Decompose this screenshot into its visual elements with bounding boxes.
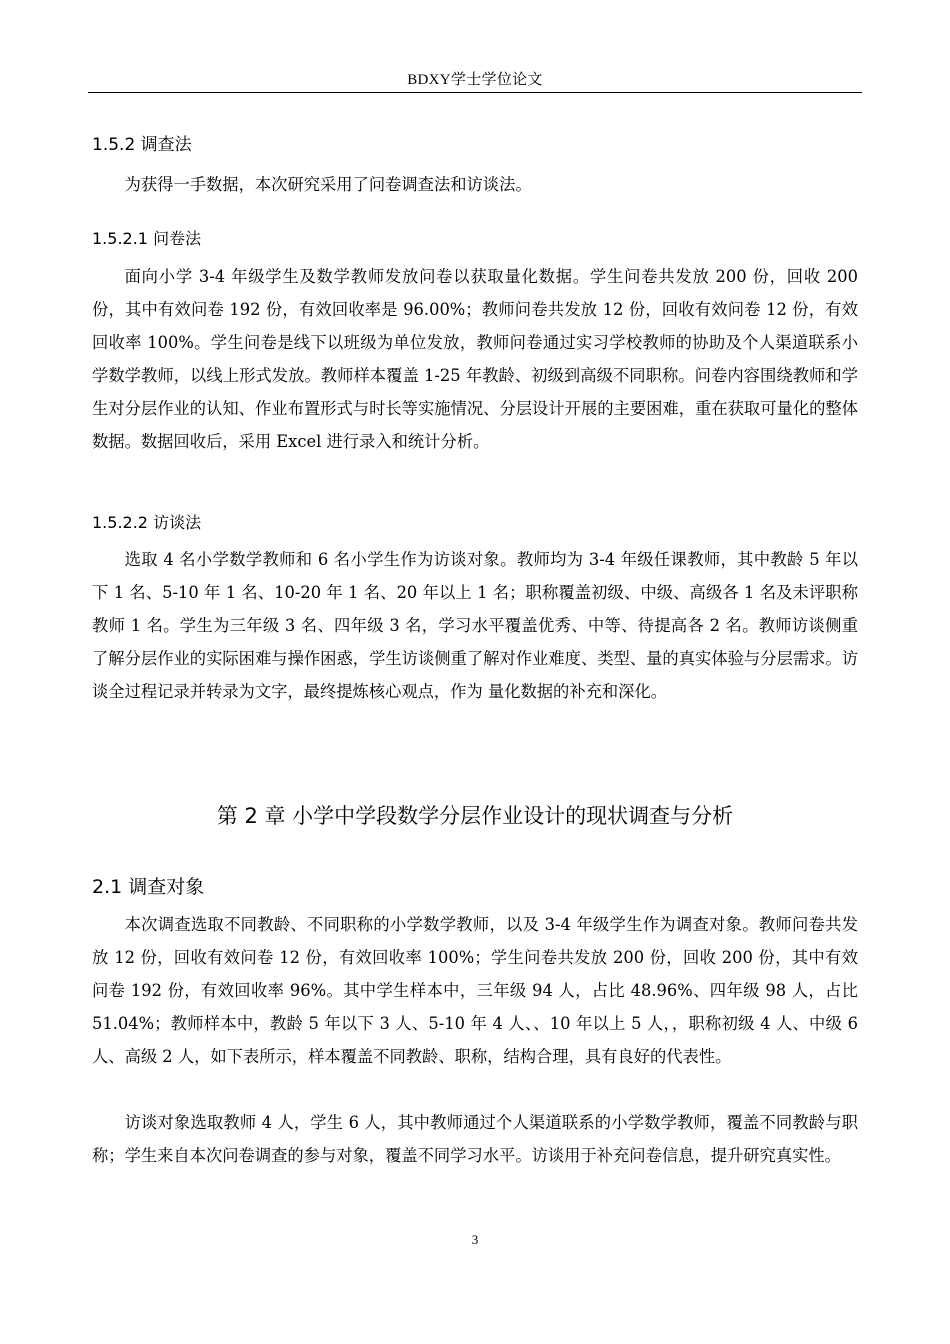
paragraph-2-1-body-1: 本次调查选取不同教龄、不同职称的小学数学教师，以及 3-4 年级学生作为调查对象。教师问卷共发放 12 份，回收有效问卷 12 份，有效回收率 100%；学生问卷共发放 200 份，回收 200 份，其中有效问卷 192 份，有效回收率 96%。其中学生样本中，三年级 94 人，占比 48.96%、四年级 98 人，占比 51.04%；教师样本中，教龄 5 年以下 3 人、5-10 年 4 人、、10 年以上 5 人，，职称初级 4 人、中级 6 人、高级 2 人，如下表所示，样本覆盖不同教龄、职称，结构合理，具有良好的代表性。 [92, 915, 858, 1066]
section-heading-1-5-2-1: 1.5.2.1 问卷法 [92, 229, 202, 248]
paragraph-2-1-body-2: 访谈对象选取教师 4 人，学生 6 人，其中教师通过个人渠道联系的小学数学教师，覆盖不同教龄与职称；学生来自本次问卷调查的参与对象，覆盖不同学习水平。访谈用于补充问卷信息，提升研究真实性。 [92, 1113, 858, 1165]
chapter-2-title: 第 2 章 小学中学段数学分层作业设计的现状调查与分析 [216, 804, 734, 828]
section-heading-1-5-2: 1.5.2 调查法 [92, 135, 192, 155]
paragraph-1-5-2-1-body: 面向小学 3-4 年级学生及数学教师发放问卷以获取量化数据。学生问卷共发放 200 份，回收 200 份，其中有效问卷 192 份，有效回收率是 96.00%；教师问卷共发放 12 份，回收有效问卷 12 份，有效回收率 100%。学生问卷是线下以班级为单位发放，教师问卷通过实习学校教师的协助及个人渠道联系小学数学教师，以线上形式发放。教师样本覆盖 1-25 年教龄、初级到高级不同职称。问卷内容围绕教师和学生对分层作业的认知、作业布置形式与时长等实施情况、分层设计开展的主要困难，重在获取可量化的整体数据。数据回收后，采用 Excel 进行录入和统计分析。 [92, 267, 858, 451]
section-heading-2-1: 2.1 调查对象 [92, 876, 205, 898]
header-rule [88, 92, 862, 93]
section-heading-1-5-2-2: 1.5.2.2 访谈法 [92, 513, 202, 532]
running-head: BDXY学士学位论文 [407, 72, 543, 88]
paragraph-1-5-2-2-body: 选取 4 名小学数学教师和 6 名小学生作为访谈对象。教师均为 3-4 年级任课教师，其中教龄 5 年以下 1 名、5-10 年 1 名、10-20 年 1 名、20 年以上 1 名；职称覆盖初级、中级、高级各 1 名及未评职称教师 1 名。学生为三年级 3 名、四年级 3 名，学习水平覆盖优秀、中等、待提高各 2 名。教师访谈侧重了解分层作业的实际困难与操作困惑，学生访谈侧重了解对作业难度、类型、量的真实体验与分层需求。访谈全过程记录并转录为文字，最终提炼核心观点，作为 量化数据的补充和深化。 [92, 550, 858, 701]
page-number: 3 [471, 1232, 479, 1247]
paragraph-1-5-2-intro: 为获得一手数据，本次研究采用了问卷调查法和访谈法。 [124, 175, 532, 194]
